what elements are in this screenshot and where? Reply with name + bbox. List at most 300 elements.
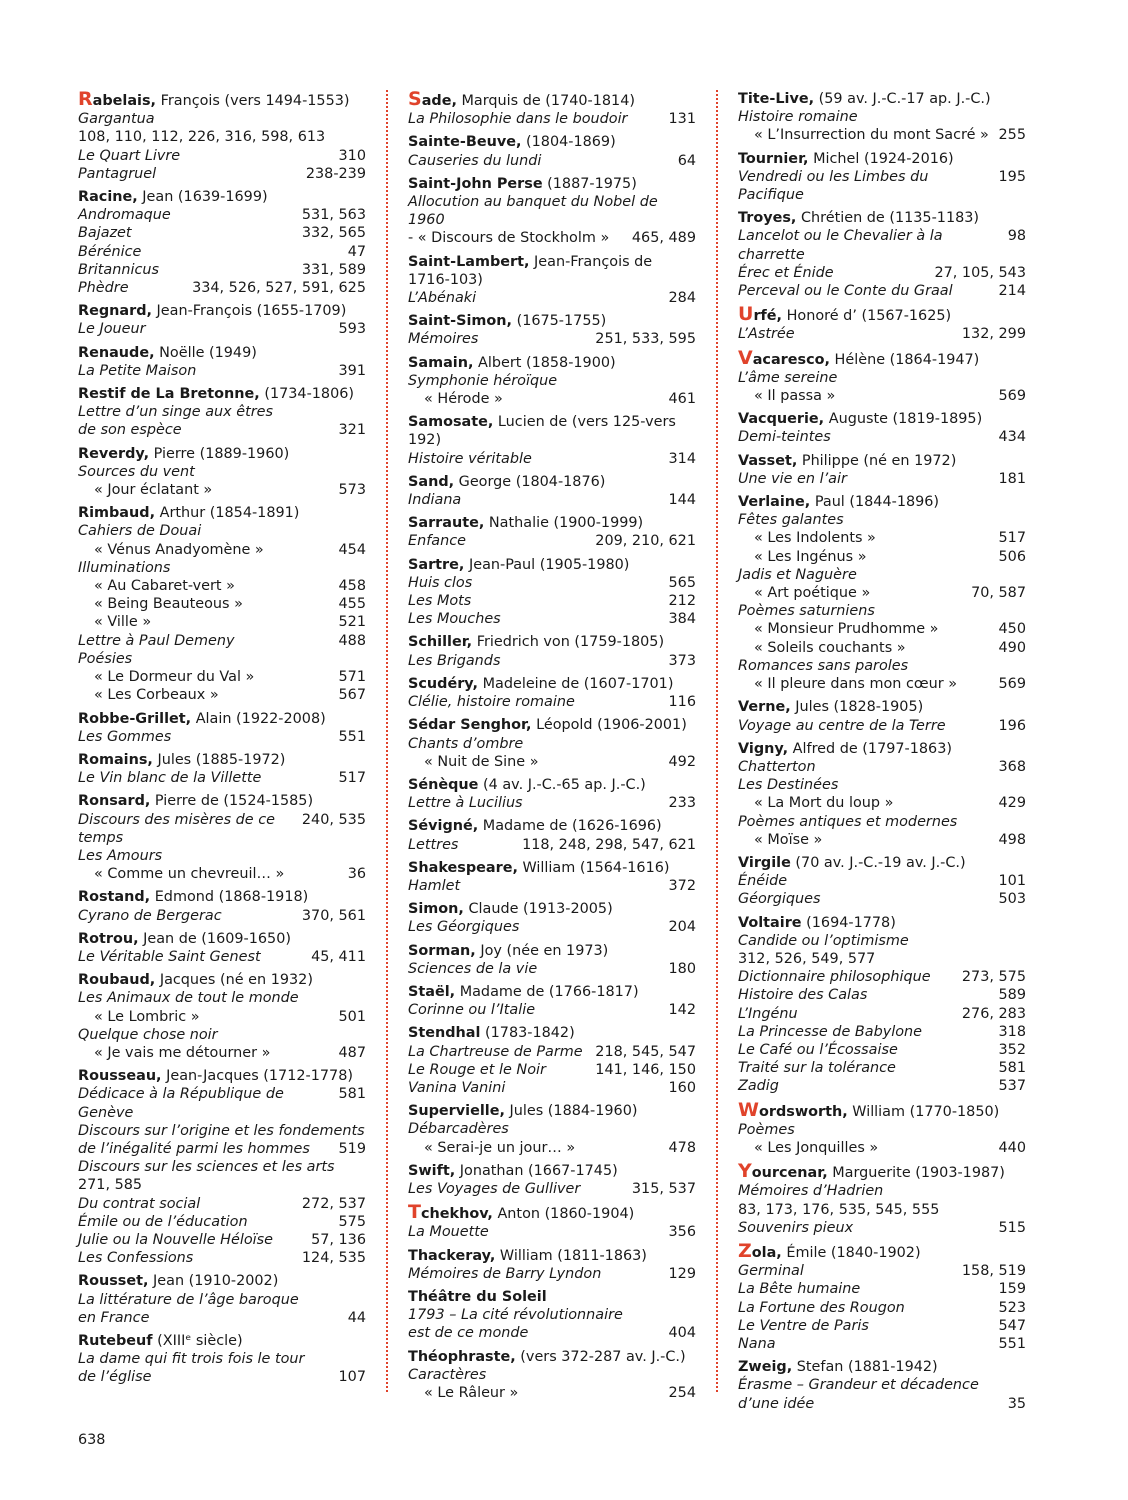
work-title: de l’église: [78, 1369, 152, 1386]
page-refs: 196: [998, 717, 1026, 734]
author-details: (1783-1842): [480, 1025, 575, 1042]
work-entry: [78, 1085, 366, 1121]
work-title: Lettre à Lucilius: [408, 795, 523, 812]
work-entry: [738, 1182, 1026, 1218]
work-entry: [738, 387, 1026, 405]
work-title: Jadis et Naguère: [738, 566, 857, 583]
work-title: L’Ingénu: [738, 1005, 798, 1022]
author-line: [738, 698, 1026, 716]
work-title: Les Destinées: [738, 777, 839, 794]
work-title: Symphonie héroïque: [408, 372, 558, 389]
author-details: Nathalie (1900-1999): [484, 515, 644, 532]
work-entry: [408, 1384, 696, 1402]
work-title: Le Joueur: [78, 321, 146, 338]
work-entry: [408, 918, 696, 936]
poem-title: « Le Dormeur du Val »: [94, 669, 255, 686]
author-name: ade,: [421, 93, 457, 109]
page-refs: 64: [677, 152, 696, 169]
work-title: Le Café ou l’Écossaise: [738, 1041, 898, 1058]
author-name: ourcenar,: [751, 1165, 828, 1182]
page-refs: 370, 561: [301, 907, 366, 924]
page-refs: 515: [998, 1219, 1026, 1236]
work-title: Hamlet: [408, 877, 461, 894]
author-line: [408, 1348, 696, 1366]
author-line: [738, 346, 1026, 369]
work-title: Fêtes galantes: [738, 512, 844, 529]
index-entry: [78, 710, 366, 746]
author-line: [408, 1288, 696, 1306]
work-entry: [78, 686, 366, 704]
author-line: [78, 710, 366, 728]
page-refs: 498: [998, 831, 1026, 848]
work-entry: [78, 769, 366, 787]
poem-title: « La Mort du loup »: [754, 795, 894, 812]
page-refs: 47: [347, 243, 366, 260]
work-title: Débarcadères: [408, 1121, 509, 1138]
page-refs: 181: [998, 470, 1026, 487]
work-title: Histoire véritable: [408, 450, 532, 467]
work-title: Indiana: [408, 492, 462, 509]
author-details: Honoré d’ (1567-1625): [782, 308, 952, 325]
author-name: Sédar Senghor,: [408, 717, 532, 734]
index-entry: [408, 716, 696, 771]
index-entry: [408, 942, 696, 978]
work-entry: [408, 1180, 696, 1198]
author-details: Jean (1639-1699): [137, 189, 268, 206]
work-entry: [78, 110, 366, 146]
author-details: Noëlle (1949): [154, 344, 257, 361]
index-entry: [738, 698, 1026, 734]
index-entry: [738, 1358, 1026, 1413]
page-refs: 141, 146, 150: [595, 1061, 696, 1078]
index-entry: [738, 305, 1026, 343]
author-name: Sartre,: [408, 556, 465, 573]
work-entry: [78, 320, 366, 338]
work-entry: [408, 229, 696, 247]
index-entry: [738, 854, 1026, 909]
work-entry: [78, 279, 366, 297]
page-refs: 276, 283: [961, 1005, 1026, 1022]
work-title: Vendredi ou les Limbes du Pacifique: [738, 168, 929, 204]
author-line: [408, 90, 696, 110]
work-entry: [738, 794, 1026, 812]
page-refs: 118, 248, 298, 547, 621: [522, 836, 696, 853]
author-name: Rutebeuf: [78, 1333, 153, 1349]
poem-title: « Serai-je un jour… »: [424, 1139, 576, 1156]
author-line: [78, 344, 366, 362]
author-line: [408, 942, 696, 960]
work-title: Le Véritable Saint Genest: [78, 948, 261, 965]
work-title: Demi-teintes: [738, 429, 831, 446]
author-name: ordsworth,: [758, 1103, 848, 1120]
work-title: L’Abénaki: [408, 290, 477, 307]
index-entry: [78, 504, 366, 704]
page-refs: 321: [338, 422, 366, 439]
work-entry: [78, 907, 366, 925]
work-entry: [78, 989, 366, 1007]
author-details: Jean-François (1655-1709): [151, 303, 347, 320]
index-entry: [738, 1098, 1026, 1158]
work-title: Cyrano de Bergerac: [78, 907, 222, 924]
index-entry: [408, 633, 696, 669]
work-title: La Mouette: [408, 1224, 489, 1241]
page-refs: 454: [338, 541, 366, 558]
work-entry: [78, 595, 366, 613]
page-refs: 531, 563: [301, 207, 366, 224]
work-title: Histoire romaine: [738, 109, 858, 126]
page-refs: 440: [998, 1139, 1026, 1156]
page-refs: 332, 565: [301, 225, 366, 242]
page-refs: 204: [668, 919, 696, 936]
page-refs: 356: [668, 1224, 696, 1241]
author-line: [78, 792, 366, 810]
page-refs: 83, 173, 176, 535, 545, 555: [738, 1201, 940, 1218]
work-entry: [738, 1077, 1026, 1095]
section-letter: S: [408, 88, 422, 110]
work-entry: [738, 470, 1026, 488]
page-refs: 144: [668, 492, 696, 509]
work-entry: [78, 1350, 366, 1368]
index-entry: [78, 751, 366, 787]
page-refs: 273, 575: [961, 969, 1026, 986]
author-details: Albert (1858-1900): [473, 354, 616, 371]
work-title: Poésies: [78, 650, 133, 667]
page-refs: 434: [998, 429, 1026, 446]
author-name: Théâtre du Soleil: [408, 1288, 547, 1305]
author-details: (70 av. J.-C.-19 av. J.-C.): [790, 854, 966, 871]
work-entry: [78, 224, 366, 242]
work-entry: [408, 1061, 696, 1079]
work-entry: [738, 1299, 1026, 1317]
author-name: Saint-Simon,: [408, 313, 512, 330]
page-refs: 27, 105, 543: [934, 264, 1026, 281]
page-refs: 521: [338, 614, 366, 631]
author-name: Voltaire: [738, 914, 802, 931]
author-line: [78, 1067, 366, 1085]
poem-title: « Hérode »: [424, 391, 503, 408]
work-entry: [738, 1376, 1026, 1394]
page-refs: 180: [668, 960, 696, 977]
work-title: La dame qui fit trois fois le tour: [78, 1351, 305, 1368]
work-entry: [78, 1026, 366, 1044]
author-details: (XIIIᵉ siècle): [152, 1333, 243, 1349]
work-title: Les Géorgiques: [408, 919, 520, 936]
author-details: Arthur (1854-1891): [155, 505, 300, 522]
index-entry: [408, 473, 696, 509]
page-refs: 284: [668, 290, 696, 307]
work-entry: [738, 813, 1026, 831]
page-refs: 490: [998, 639, 1026, 656]
author-details: Alain (1922-2008): [191, 710, 326, 727]
work-entry: [78, 522, 366, 540]
author-details: Pierre de (1524-1585): [150, 793, 314, 810]
author-line: [738, 914, 1026, 932]
author-details: Chrétien de (1135-1183): [796, 210, 980, 227]
author-details: Anton (1860-1904): [492, 1206, 635, 1223]
page-refs: 158, 519: [961, 1263, 1026, 1280]
work-title: La Princesse de Babylone: [738, 1023, 922, 1040]
work-entry: [408, 1324, 696, 1342]
author-line: [738, 493, 1026, 511]
index-column-1: [78, 90, 366, 1392]
author-name: Restif de La Bretonne,: [78, 386, 260, 403]
column-divider: [386, 90, 388, 1392]
page-refs: 233: [668, 795, 696, 812]
author-line: [408, 675, 696, 693]
author-details: Pierre (1889-1960): [149, 445, 290, 462]
work-entry: [738, 1041, 1026, 1059]
author-details: (1694-1778): [801, 914, 896, 931]
author-details: (59 av. J.-C.-17 ap. J.-C.): [814, 91, 991, 107]
work-entry: [738, 566, 1026, 584]
author-line: [78, 1332, 366, 1350]
work-entry: [78, 577, 366, 595]
work-entry: [78, 1368, 366, 1386]
work-entry: [78, 481, 366, 499]
author-line: [78, 188, 366, 206]
work-entry: [408, 491, 696, 509]
author-line: [738, 410, 1026, 428]
work-entry: [78, 1158, 366, 1194]
work-entry: [78, 261, 366, 279]
author-line: [738, 90, 1026, 108]
work-entry: [78, 668, 366, 686]
work-entry: [408, 1001, 696, 1019]
page-refs: 209, 210, 621: [595, 533, 696, 550]
author-details: Jacques (né en 1932): [155, 972, 313, 989]
author-name: Samain,: [408, 354, 474, 371]
poem-title: « Le Râleur »: [424, 1385, 519, 1401]
author-name: Rotrou,: [78, 930, 139, 947]
author-line: [78, 930, 366, 948]
author-line: [78, 90, 366, 110]
index-entry: [738, 1162, 1026, 1237]
page-refs: 36: [347, 866, 366, 883]
work-entry: [738, 369, 1026, 387]
author-line: [78, 445, 366, 463]
page-refs: 45, 411: [311, 948, 366, 965]
work-title: Les Animaux de tout le monde: [78, 990, 299, 1007]
work-title: Histoire des Calas: [738, 987, 868, 1004]
page-refs: 551: [338, 728, 366, 745]
index-entry: [78, 90, 366, 183]
work-entry: [408, 1306, 696, 1324]
author-details: (1804-1869): [521, 134, 616, 151]
page-refs: 312, 526, 549, 577: [738, 950, 876, 967]
author-name: Vigny,: [738, 740, 789, 757]
index-entry: [408, 514, 696, 550]
page-refs: 455: [338, 596, 366, 613]
work-entry: [408, 1223, 696, 1241]
work-title: Clélie, histoire romaine: [408, 694, 575, 711]
author-name: Stendhal: [408, 1025, 481, 1042]
work-entry: [408, 110, 696, 128]
author-name: Ronsard,: [78, 793, 151, 810]
work-title: Lettre à Paul Demeny: [78, 632, 235, 649]
author-name: Roubaud,: [78, 972, 156, 989]
index-entry: [738, 914, 1026, 1096]
work-entry: [78, 1044, 366, 1062]
work-entry: [408, 960, 696, 978]
author-line: [408, 1024, 696, 1042]
author-name: Tite-Live,: [738, 91, 815, 107]
work-entry: [738, 1059, 1026, 1077]
work-entry: [738, 1219, 1026, 1237]
author-line: [408, 556, 696, 574]
work-title: Mémoires d’Hadrien: [738, 1183, 884, 1200]
author-line: [408, 133, 696, 151]
author-details: Alfred de (1797-1863): [788, 740, 952, 757]
author-line: [408, 1203, 696, 1223]
author-line: [738, 305, 1026, 325]
work-entry: [738, 639, 1026, 657]
work-title: Illuminations: [78, 559, 171, 576]
poem-title: « Jour éclatant »: [94, 482, 213, 499]
author-details: Jean-François de 1716-103): [408, 253, 653, 288]
index-entry: [78, 1332, 366, 1387]
work-entry: [78, 948, 366, 966]
author-details: Jean (1910-2002): [148, 1273, 279, 1290]
work-entry: [408, 836, 696, 854]
work-title: Causeries du lundi: [408, 152, 542, 169]
author-line: [408, 900, 696, 918]
work-entry: [78, 206, 366, 224]
author-details: Madeleine de (1607-1701): [478, 675, 674, 692]
poem-title: « Nuit de Sine »: [424, 753, 539, 770]
work-title: Vanina Vanini: [408, 1079, 506, 1096]
page-refs: 547: [998, 1317, 1026, 1334]
author-details: William (1811-1863): [495, 1247, 647, 1264]
page-refs: 334, 526, 527, 591, 625: [192, 280, 366, 297]
work-entry: [738, 986, 1026, 1004]
work-entry: [408, 450, 696, 468]
work-title: Poèmes antiques et modernes: [738, 813, 958, 830]
page-refs: 238-239: [305, 165, 366, 182]
page-refs: 195: [998, 168, 1026, 185]
work-title: Érec et Énide: [738, 264, 834, 281]
author-name: Zweig,: [738, 1359, 793, 1376]
work-title: Candide ou l’optimisme: [738, 932, 909, 949]
work-entry: [738, 325, 1026, 343]
section-letter: W: [738, 1098, 759, 1121]
index-column-2: [408, 90, 696, 1407]
work-title: Les Amours: [78, 847, 163, 864]
work-title: Les Confessions: [78, 1250, 194, 1267]
poem-title: « Au Cabaret-vert »: [94, 578, 235, 595]
author-name: abelais,: [92, 93, 157, 109]
page-refs: 517: [338, 770, 366, 787]
poem-title: « Il pleure dans mon cœur »: [754, 676, 958, 693]
work-title: L’Astrée: [738, 326, 795, 343]
author-name: Thackeray,: [408, 1247, 496, 1264]
page-refs: 240, 535: [301, 811, 366, 828]
work-title: Discours sur les sciences et les arts: [78, 1159, 335, 1176]
work-title: Mémoires: [408, 331, 479, 348]
author-line: [408, 514, 696, 532]
page-refs: 537: [998, 1078, 1026, 1095]
work-entry: [738, 227, 1026, 263]
page-refs: 391: [338, 362, 366, 379]
author-line: [78, 888, 366, 906]
author-name: Sand,: [408, 473, 455, 490]
work-title: Dédicace à la République de Genève: [78, 1086, 284, 1121]
work-title: d’une idée: [738, 1395, 815, 1412]
page-refs: 569: [998, 388, 1026, 405]
work-title: Une vie en l’air: [738, 470, 847, 487]
work-title: Allocution au banquet du Nobel de 1960: [408, 194, 658, 229]
page-refs: 314: [668, 450, 696, 467]
page-refs: 160: [668, 1079, 696, 1096]
section-letter: Z: [738, 1239, 752, 1262]
author-name: Supervielle,: [408, 1103, 505, 1120]
index-entry: [408, 556, 696, 629]
author-name: Sévigné,: [408, 818, 479, 835]
poem-title: « Les Jonquilles »: [754, 1139, 879, 1156]
work-entry: [408, 1366, 696, 1384]
work-entry: [408, 330, 696, 348]
work-title: Sciences de la vie: [408, 960, 538, 977]
work-entry: [408, 753, 696, 771]
work-entry: [738, 872, 1026, 890]
page-refs: 571: [338, 669, 366, 686]
author-line: [408, 473, 696, 491]
page-refs: 271, 585: [78, 1177, 143, 1194]
work-title: Sources du vent: [78, 463, 195, 480]
work-entry: [78, 1140, 366, 1158]
author-line: [408, 312, 696, 330]
work-title: Julie ou la Nouvelle Héloïse: [78, 1231, 273, 1248]
page-refs: 108, 110, 112, 226, 316, 598, 613: [78, 129, 326, 146]
page-refs: 567: [338, 687, 366, 704]
index-entry: [738, 150, 1026, 205]
work-entry: [78, 650, 366, 668]
work-title: Énéide: [738, 873, 788, 890]
work-entry: [738, 675, 1026, 693]
author-details: François (vers 1494-1553): [156, 93, 350, 109]
page-refs: 214: [998, 283, 1026, 300]
author-name: Schiller,: [408, 634, 473, 651]
author-name: ola,: [751, 1244, 782, 1261]
work-entry: [78, 1231, 366, 1249]
index-entry: [78, 971, 366, 1062]
index-entry: [78, 188, 366, 297]
index-entry: [408, 413, 696, 468]
author-name: Vacquerie,: [738, 411, 825, 428]
author-line: [408, 776, 696, 794]
work-entry: [78, 362, 366, 380]
work-entry: [408, 1079, 696, 1097]
work-title: Perceval ou le Conte du Graal: [738, 283, 953, 300]
page-refs: 506: [998, 548, 1026, 565]
work-title: Caractères: [408, 1366, 487, 1383]
page-refs: 429: [998, 795, 1026, 812]
column-divider: [716, 90, 718, 1392]
index-entry: [738, 90, 1026, 145]
index-entry: [408, 776, 696, 812]
author-details: Marquis de (1740-1814): [456, 93, 635, 109]
work-entry: [738, 584, 1026, 602]
index-entry: [408, 133, 696, 169]
work-entry: [78, 403, 366, 421]
author-line: [408, 175, 696, 193]
work-entry: [408, 794, 696, 812]
work-title: Géorgiques: [738, 891, 821, 908]
work-title: Nana: [738, 1336, 776, 1352]
page-refs: 372: [668, 877, 696, 894]
work-title: Souvenirs pieux: [738, 1219, 854, 1236]
page-refs: 212: [668, 593, 696, 610]
poem-title: « Soleils couchants »: [754, 639, 906, 656]
